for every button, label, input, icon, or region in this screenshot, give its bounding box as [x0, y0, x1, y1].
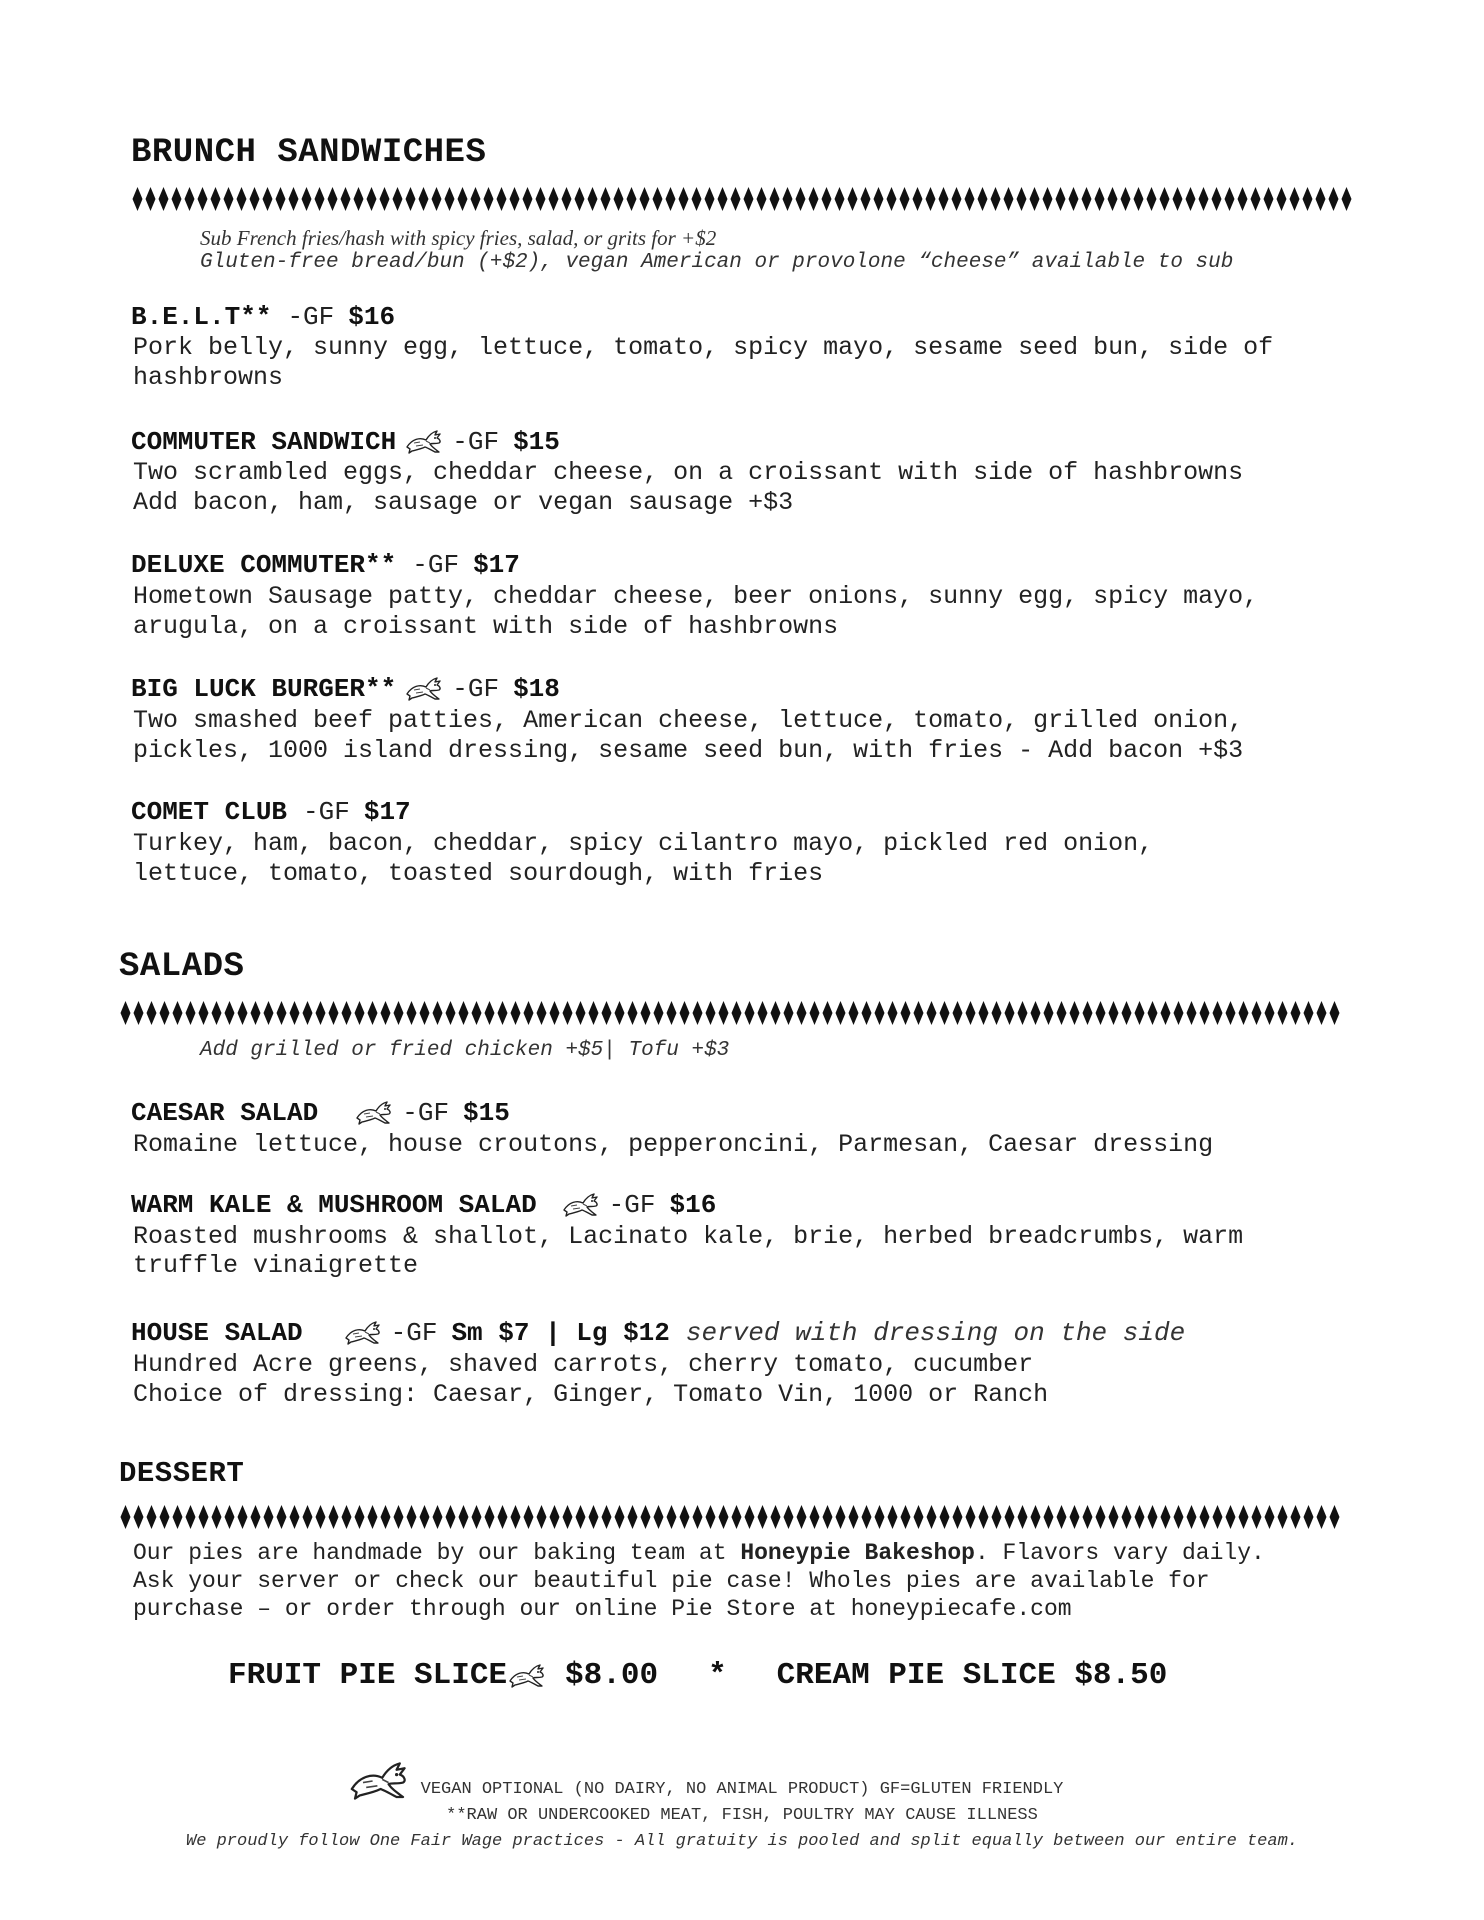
separator-star: *	[708, 1658, 727, 1693]
item-description: Hometown Sausage patty, cheddar cheese, beer onions, sunny egg, spicy mayo,	[133, 582, 1259, 611]
gf-tag: -GF	[287, 302, 335, 332]
item-name: BIG LUCK BURGER**	[131, 674, 397, 704]
gf-tag: -GF	[402, 1098, 450, 1128]
dessert-text: . Flavors vary daily.	[974, 1540, 1265, 1566]
item-price: $17	[473, 550, 520, 580]
item-description: Roasted mushrooms & shallot, Lacinato kale, brie, herbed breadcrumbs, warm	[133, 1222, 1244, 1251]
diamond-divider	[119, 1504, 1341, 1530]
pie-prices	[228, 1658, 1167, 1693]
item-description: Two scrambled eggs, cheddar cheese, on a croissant with side of hashbrowns	[133, 458, 1244, 487]
dessert-description-line	[133, 1540, 1265, 1567]
vegan-rabbit-icon	[404, 429, 444, 455]
vegan-rabbit-icon	[354, 1100, 394, 1126]
item-price: $16	[669, 1190, 717, 1220]
item-description: Add bacon, ham, sausage or vegan sausage +$3	[133, 488, 794, 517]
menu-item-belt-header	[131, 302, 395, 332]
menu-item-comet-club-header	[131, 797, 411, 827]
section-title-dessert: DESSERT	[119, 1457, 245, 1490]
brunch-note-gluten-free: Gluten-free bread/bun (+$2), vegan American or provolone “cheese” available to sub	[200, 251, 1234, 274]
item-description: Romaine lettuce, house croutons, pepperoncini, Parmesan, Caesar dressing	[133, 1130, 1214, 1159]
item-description: truffle vinaigrette	[133, 1251, 419, 1280]
gf-tag: -GF	[452, 427, 500, 457]
item-price: Sm $7 | Lg $12	[451, 1318, 670, 1348]
item-price: $15	[513, 427, 560, 457]
item-price: $15	[463, 1098, 510, 1128]
fruit-pie-price: $8.00	[565, 1658, 659, 1693]
menu-item-house-salad-header	[131, 1318, 1185, 1348]
gf-tag: -GF	[412, 550, 460, 580]
section-title-brunch: BRUNCH SANDWICHES	[131, 134, 487, 172]
item-name: B.E.L.T**	[131, 302, 272, 332]
item-name: WARM KALE & MUSHROOM SALAD	[131, 1190, 537, 1220]
fruit-pie-label: FRUIT PIE SLICE	[228, 1658, 508, 1693]
item-price: $16	[348, 302, 396, 332]
item-description: lettuce, tomato, toasted sourdough, with fries	[133, 859, 824, 888]
item-description: Two smashed beef patties, American cheese, lettuce, tomato, grilled onion,	[133, 706, 1244, 735]
item-name: COMET CLUB	[131, 797, 288, 827]
gf-tag: -GF	[452, 674, 500, 704]
vegan-rabbit-icon	[343, 1320, 383, 1346]
item-serving-note: served with dressing on the side	[685, 1318, 1186, 1348]
diamond-divider	[119, 1000, 1341, 1026]
item-description: Turkey, ham, bacon, cheddar, spicy cilantro mayo, pickled red onion,	[133, 829, 1154, 858]
bakeshop-name: Honeypie Bakeshop	[740, 1540, 975, 1566]
item-price: $18	[513, 674, 560, 704]
cream-pie-label: CREAM PIE SLICE $8.50	[776, 1658, 1168, 1693]
menu-item-caesar-salad-header	[131, 1098, 510, 1128]
item-description: Pork belly, sunny egg, lettuce, tomato, spicy mayo, sesame seed bun, side of	[133, 333, 1274, 362]
item-name: COMMUTER SANDWICH	[131, 427, 397, 457]
diamond-divider	[131, 186, 1353, 212]
item-description: hashbrowns	[133, 363, 284, 392]
salads-note-protein: Add grilled or fried chicken +$5| Tofu +$3	[200, 1039, 730, 1062]
menu-item-commuter-header	[131, 427, 560, 457]
item-description: arugula, on a croissant with side of hashbrowns	[133, 612, 839, 641]
vegan-rabbit-icon	[561, 1192, 601, 1218]
section-title-salads: SALADS	[119, 948, 245, 986]
gf-tag: -GF	[390, 1318, 438, 1348]
item-name: HOUSE SALAD	[131, 1318, 303, 1348]
vegan-rabbit-icon	[507, 1663, 547, 1689]
footer-fair-wage: We proudly follow One Fair Wage practices - All gratuity is pooled and split equally between our entire team.	[186, 1832, 1298, 1851]
dessert-description-line: purchase – or order through our online Pie Store at honeypiecafe.com	[133, 1596, 1072, 1622]
vegan-rabbit-icon	[404, 676, 444, 702]
gf-tag: -GF	[608, 1190, 656, 1220]
item-name: CAESAR SALAD	[131, 1098, 319, 1128]
footer-raw-warning: **RAW OR UNDERCOOKED MEAT, FISH, POULTRY MAY CAUSE ILLNESS	[446, 1806, 1038, 1825]
brunch-note-sides: Sub French fries/hash with spicy fries, salad, or grits for +$2	[200, 226, 717, 250]
item-name: DELUXE COMMUTER**	[131, 550, 397, 580]
item-description: pickles, 1000 island dressing, sesame seed bun, with fries - Add bacon +$3	[133, 736, 1244, 765]
footer-legend: VEGAN OPTIONAL (NO DAIRY, NO ANIMAL PRODUCT) GF=GLUTEN FRIENDLY	[420, 1780, 1064, 1799]
menu-item-kale-mushroom-salad-header	[131, 1190, 716, 1220]
menu-item-big-luck-burger-header	[131, 674, 560, 704]
menu-item-deluxe-commuter-header	[131, 550, 520, 580]
dessert-description-line: Ask your server or check our beautiful pie case! Wholes pies are available for	[133, 1568, 1210, 1594]
item-description: Choice of dressing: Caesar, Ginger, Tomato Vin, 1000 or Ranch	[133, 1380, 1049, 1409]
item-price: $17	[363, 797, 411, 827]
item-description: Hundred Acre greens, shaved carrots, cherry tomato, cucumber	[133, 1350, 1034, 1379]
dessert-text: Our pies are handmade by our baking team at	[133, 1540, 741, 1566]
gf-tag: -GF	[303, 797, 350, 827]
